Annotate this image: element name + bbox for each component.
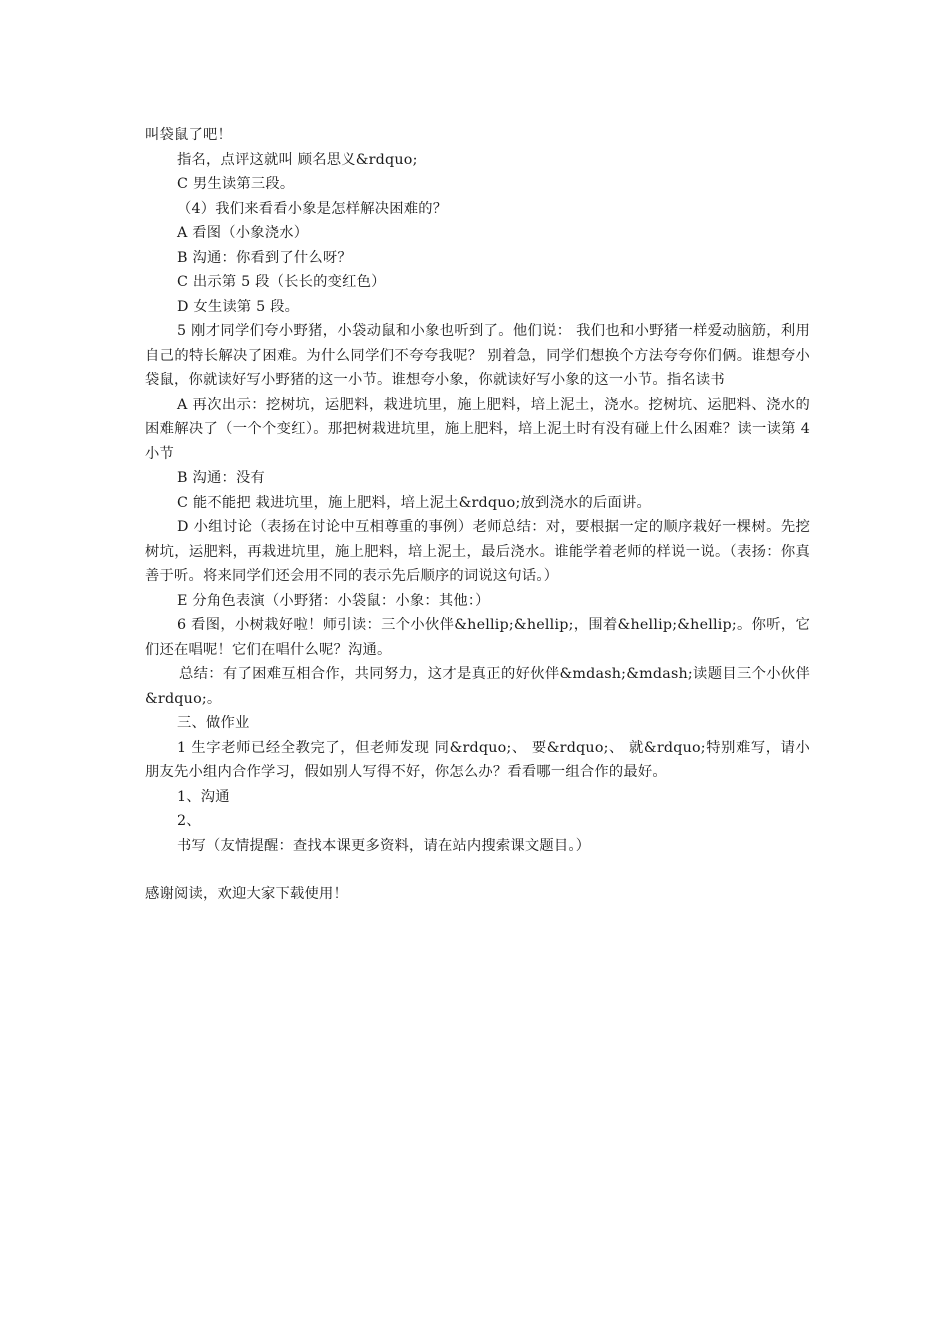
paragraph-4: （4）我们来看看小象是怎样解决困难的？ [177,200,448,217]
paragraph-16: 总结：有了困难互相合作，共同努力，这才是真正的好伙伴&mdash;&mdash;读题目三个小伙伴&rdquo;。 [145,666,810,707]
paragraph-9: 5 刚才同学们夸小野猪，小袋动鼠和小象也听到了。他们说： 我们也和小野猪一样爱动脑筋，利用自己的特长解决了困难。为什么同学们不夸夸我呢？ 别着急，同学们想换个方法夸夸你们俩。谁想夸小袋鼠，你就读好写小野猪的这一小节。谁想夸小象，你就读好写小象的这一小节。指名读书 [145,323,810,388]
paragraph-18: 1 生字老师已经全教完了，但老师发现 同&rdquo;、 要&rdquo;、 就&rdquo;特别难写，请小朋友先小组内合作学习，假如别人写得不好，你怎么办？看看哪一组合作的最好。 [145,739,810,780]
paragraph-15: 6 看图，小树栽好啦！师引读：三个小伙伴&hellip;&hellip;，围着&hellip;&hellip;。你听，它们还在唱呢！它们在唱什么呢？沟通。 [145,617,810,658]
paragraph-21: 书写（友情提醒：查找本课更多资料，请在站内搜索课文题目。） [177,837,591,854]
paragraph-8: D 女生读第 5 段。 [177,298,300,315]
paragraph-11: B 沟通：没有 [177,470,265,486]
paragraph-10: A 再次出示：挖树坑，运肥料，栽进坑里，施上肥料，培上泥土，浇水。挖树坑、运肥料、浇水的困难解决了（一个个变红）。那把树栽进坑里，施上肥料，培上泥土时有没有碰上什么困难？读一读第 4 小节 [145,396,810,462]
paragraph-20: 2、 [177,813,201,829]
paragraph-7: C 出示第 5 段（长长的变红色） [177,274,386,290]
paragraph-13: D 小组讨论（表扬在讨论中互相尊重的事例）老师总结：对，要根据一定的顺序栽好一棵树。先挖树坑，运肥料，再栽进坑里，施上肥料，培上泥土，最后浇水。谁能学着老师的样说一说。（表扬：你真善于听。将来同学们还会用不同的表示先后顺序的词说这句话。） [145,519,810,584]
paragraph-2: 指名，点评这就叫 顾名思义&rdquo; [177,151,418,168]
paragraph-5: A 看图（小象浇水） [177,225,309,241]
paragraph-17: 三、做作业 [177,715,250,731]
paragraph-19: 1、沟通 [177,788,230,805]
paragraph-12: C 能不能把 栽进坑里，施上肥料，培上泥土&rdquo;放到浇水的后面讲。 [177,494,651,511]
document-body [145,123,810,907]
paragraph-14: E 分角色表演（小野猪：小袋鼠：小象：其他：） [177,592,490,609]
paragraph-3: C 男生读第三段。 [177,176,295,192]
closing-note: 感谢阅读，欢迎大家下载使用！ [145,886,348,902]
paragraph-1: 叫袋鼠了吧！ [145,127,232,143]
paragraph-6: B 沟通：你看到了什么呀？ [177,249,352,266]
